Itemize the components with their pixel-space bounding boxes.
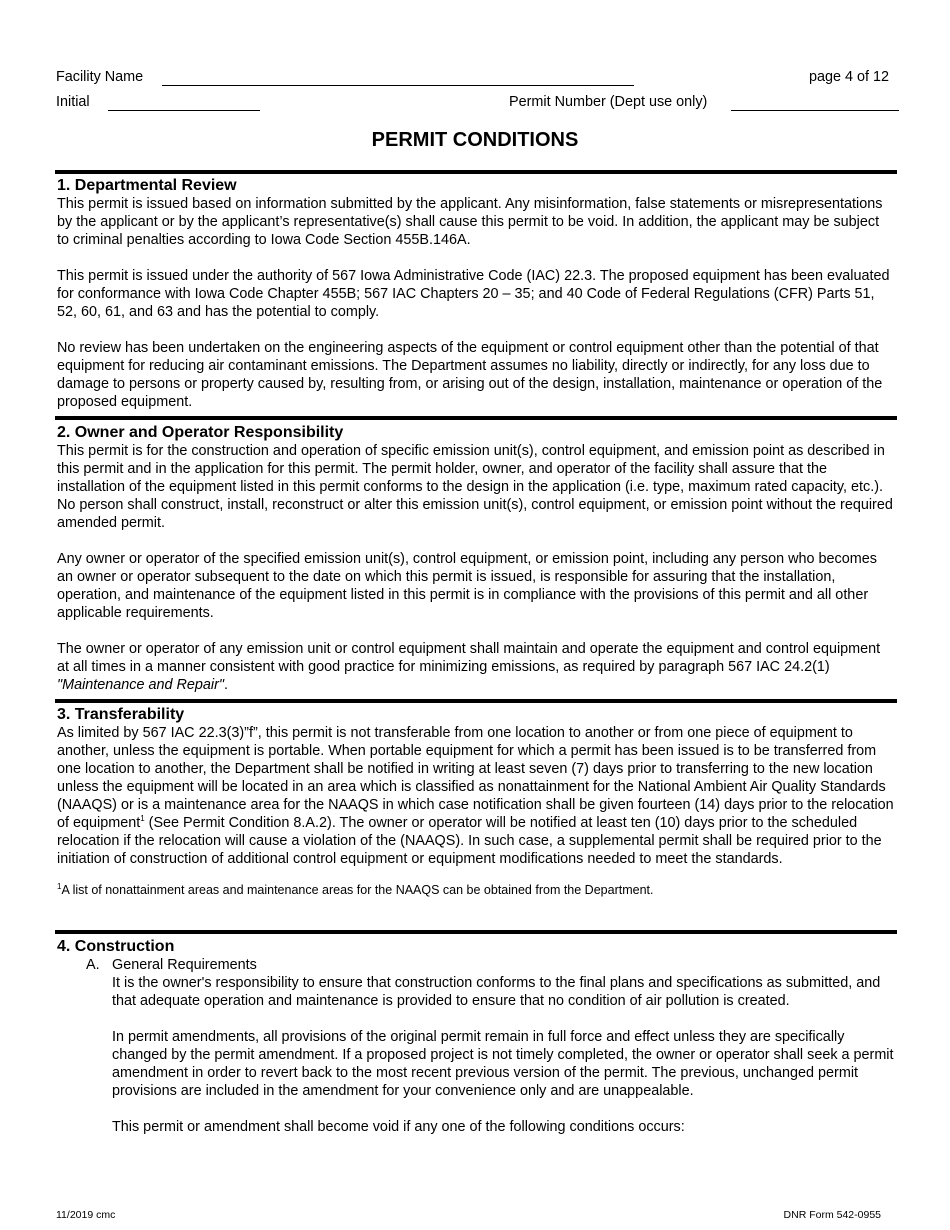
paragraph: This permit is for the construction and operation of specific emission unit(s), control equipment, and emission point as described in this permit and in the application for this permit. The permit holder, owner, and operator of the facility shall assure that the installation of the equipment listed in this permit conforms to the design in the application (i.e. type, maximum rated capacity, etc.). No person shall construct, install, reconstruct or alter this emission unit(s), control equipment, or emission point without the required amended permit. bbox=[57, 443, 893, 531]
footnote: $^1$A list of nonattainment areas and maintenance areas for the NAAQS can be obtained from the Department. bbox=[57, 881, 654, 897]
paragraph: The owner or operator of any emission unit or control equipment shall maintain and operate the equipment and control equipment at all times in a manner consistent with good practice for minimizing emissions, as required by paragraph 567 IAC 24.2(1) "Maintenance and Repair". bbox=[57, 641, 881, 693]
footer-revision: 11/2019 cmc bbox=[56, 1209, 116, 1221]
section-heading: 3. Transferability bbox=[57, 706, 185, 723]
permit-number-field[interactable] bbox=[731, 110, 899, 111]
page-number: page 4 of 12 bbox=[808, 69, 889, 85]
section-transferability bbox=[57, 705, 895, 898]
page-title: PERMIT CONDITIONS bbox=[371, 129, 579, 151]
paragraph: No review has been undertaken on the engineering aspects of the equipment or control equipment other than the potential of that equipment for reducing air contaminant emissions. The Department assumes no liability, directly or indirectly, for any loss due to damage to persons or property caused by, resulting from, or arising out of the design, installation, maintenance or operation of the proposed equipment. bbox=[57, 340, 883, 410]
paragraph: This permit is issued under the authority of 567 Iowa Administrative Code (IAC) 22.3. The proposed equipment has been evaluated for conformance with Iowa Code Chapter 455B; 567 IAC Chapters 20 – 35; and 40 Code of Federal Regulations (CFR) Parts 51, 52, 60, 61, and 63 and has the potential to comply. bbox=[57, 268, 890, 320]
section-heading: 1. Departmental Review bbox=[57, 177, 237, 194]
paragraph: Any owner or operator of the specified emission unit(s), control equipment, or emission point, including any person who becomes an owner or operator subsequent to the date on which this permit is issued, is responsible for assuring that the installation, operation, and maintenance of the equipment listed in this permit is in compliance with the provisions of this permit and all other applicable requirements. bbox=[57, 551, 877, 621]
section-departmental-review bbox=[57, 176, 895, 429]
paragraph: As limited by 567 IAC 22.3(3)”f”, this permit is not transferable from one location to another or from one piece of equipment to another, unless the equipment is portable. When portable equipment for which a permit has been issued is to be transferred from one location to another, the Department shall be notified in writing at least seven (7) days prior to transferring to the new location unless the equipment will be located in an area which is classified as nonattainment for the National Ambient Air Quality Standards (NAAQS) or is a maintenance area for the NAAQS in which case notification shall be given fourteen (14) days prior to the relocation of equipment$^1$ (See Permit Condition 8.A.2). The owner or operator will be notified at least ten (10) days prior to the scheduled relocation if the relocation will cause a violation of the (NAAQS). In such case, a supplemental permit shall be required prior to the initiation of construction of additional control equipment or equipment modifications needed to meet the standards. bbox=[57, 725, 894, 867]
section-divider bbox=[55, 170, 897, 174]
section-construction bbox=[57, 937, 895, 1154]
paragraph: In permit amendments, all provisions of the original permit remain in full force and effect unless they are specifically changed by the permit amendment. If a proposed project is not timely completed, the owner or operator shall seek a permit amendment in order to revert back to the most recent previous version of the permit. The previous, unchanged permit provisions are included in the amendment for your convenience only and are unappealable. bbox=[112, 1029, 894, 1099]
section-divider bbox=[55, 930, 897, 934]
section-heading: 2. Owner and Operator Responsibility bbox=[57, 424, 344, 441]
initial-field[interactable] bbox=[108, 110, 260, 111]
maintenance-repair-reference: "Maintenance and Repair" bbox=[57, 677, 225, 693]
footnote-marker: 1 bbox=[140, 814, 145, 824]
section-heading: 4. Construction bbox=[57, 938, 175, 955]
permit-number-label: Permit Number (Dept use only) bbox=[509, 94, 708, 110]
facility-name-field[interactable] bbox=[162, 85, 634, 86]
paragraph: It is the owner's responsibility to ensure that construction conforms to the final plans and specifications as submitted, and that adequate operation and maintenance is provided to ensure that no condition of air pollution is created. bbox=[112, 975, 881, 1009]
paragraph: This permit is issued based on information submitted by the applicant. Any misinformation, false statements or misrepresentations by the applicant or by the applicant’s representative(s) shall cause this permit to be void. In addition, the applicant may be subject to criminal penalties according to Iowa Code Section 455B.146A. bbox=[57, 196, 883, 248]
initial-label: Initial bbox=[56, 94, 90, 110]
footer-form-number: DNR Form 542-0955 bbox=[783, 1209, 881, 1221]
section-divider bbox=[55, 699, 897, 703]
subsection-letter: A. bbox=[86, 957, 100, 973]
facility-name-label: Facility Name bbox=[56, 69, 144, 85]
paragraph: This permit or amendment shall become void if any one of the following conditions occurs: bbox=[112, 1119, 685, 1135]
subsection-body bbox=[112, 974, 895, 1136]
section-divider bbox=[55, 416, 897, 420]
section-owner-operator bbox=[57, 423, 895, 712]
subsection-title: General Requirements bbox=[112, 957, 257, 973]
